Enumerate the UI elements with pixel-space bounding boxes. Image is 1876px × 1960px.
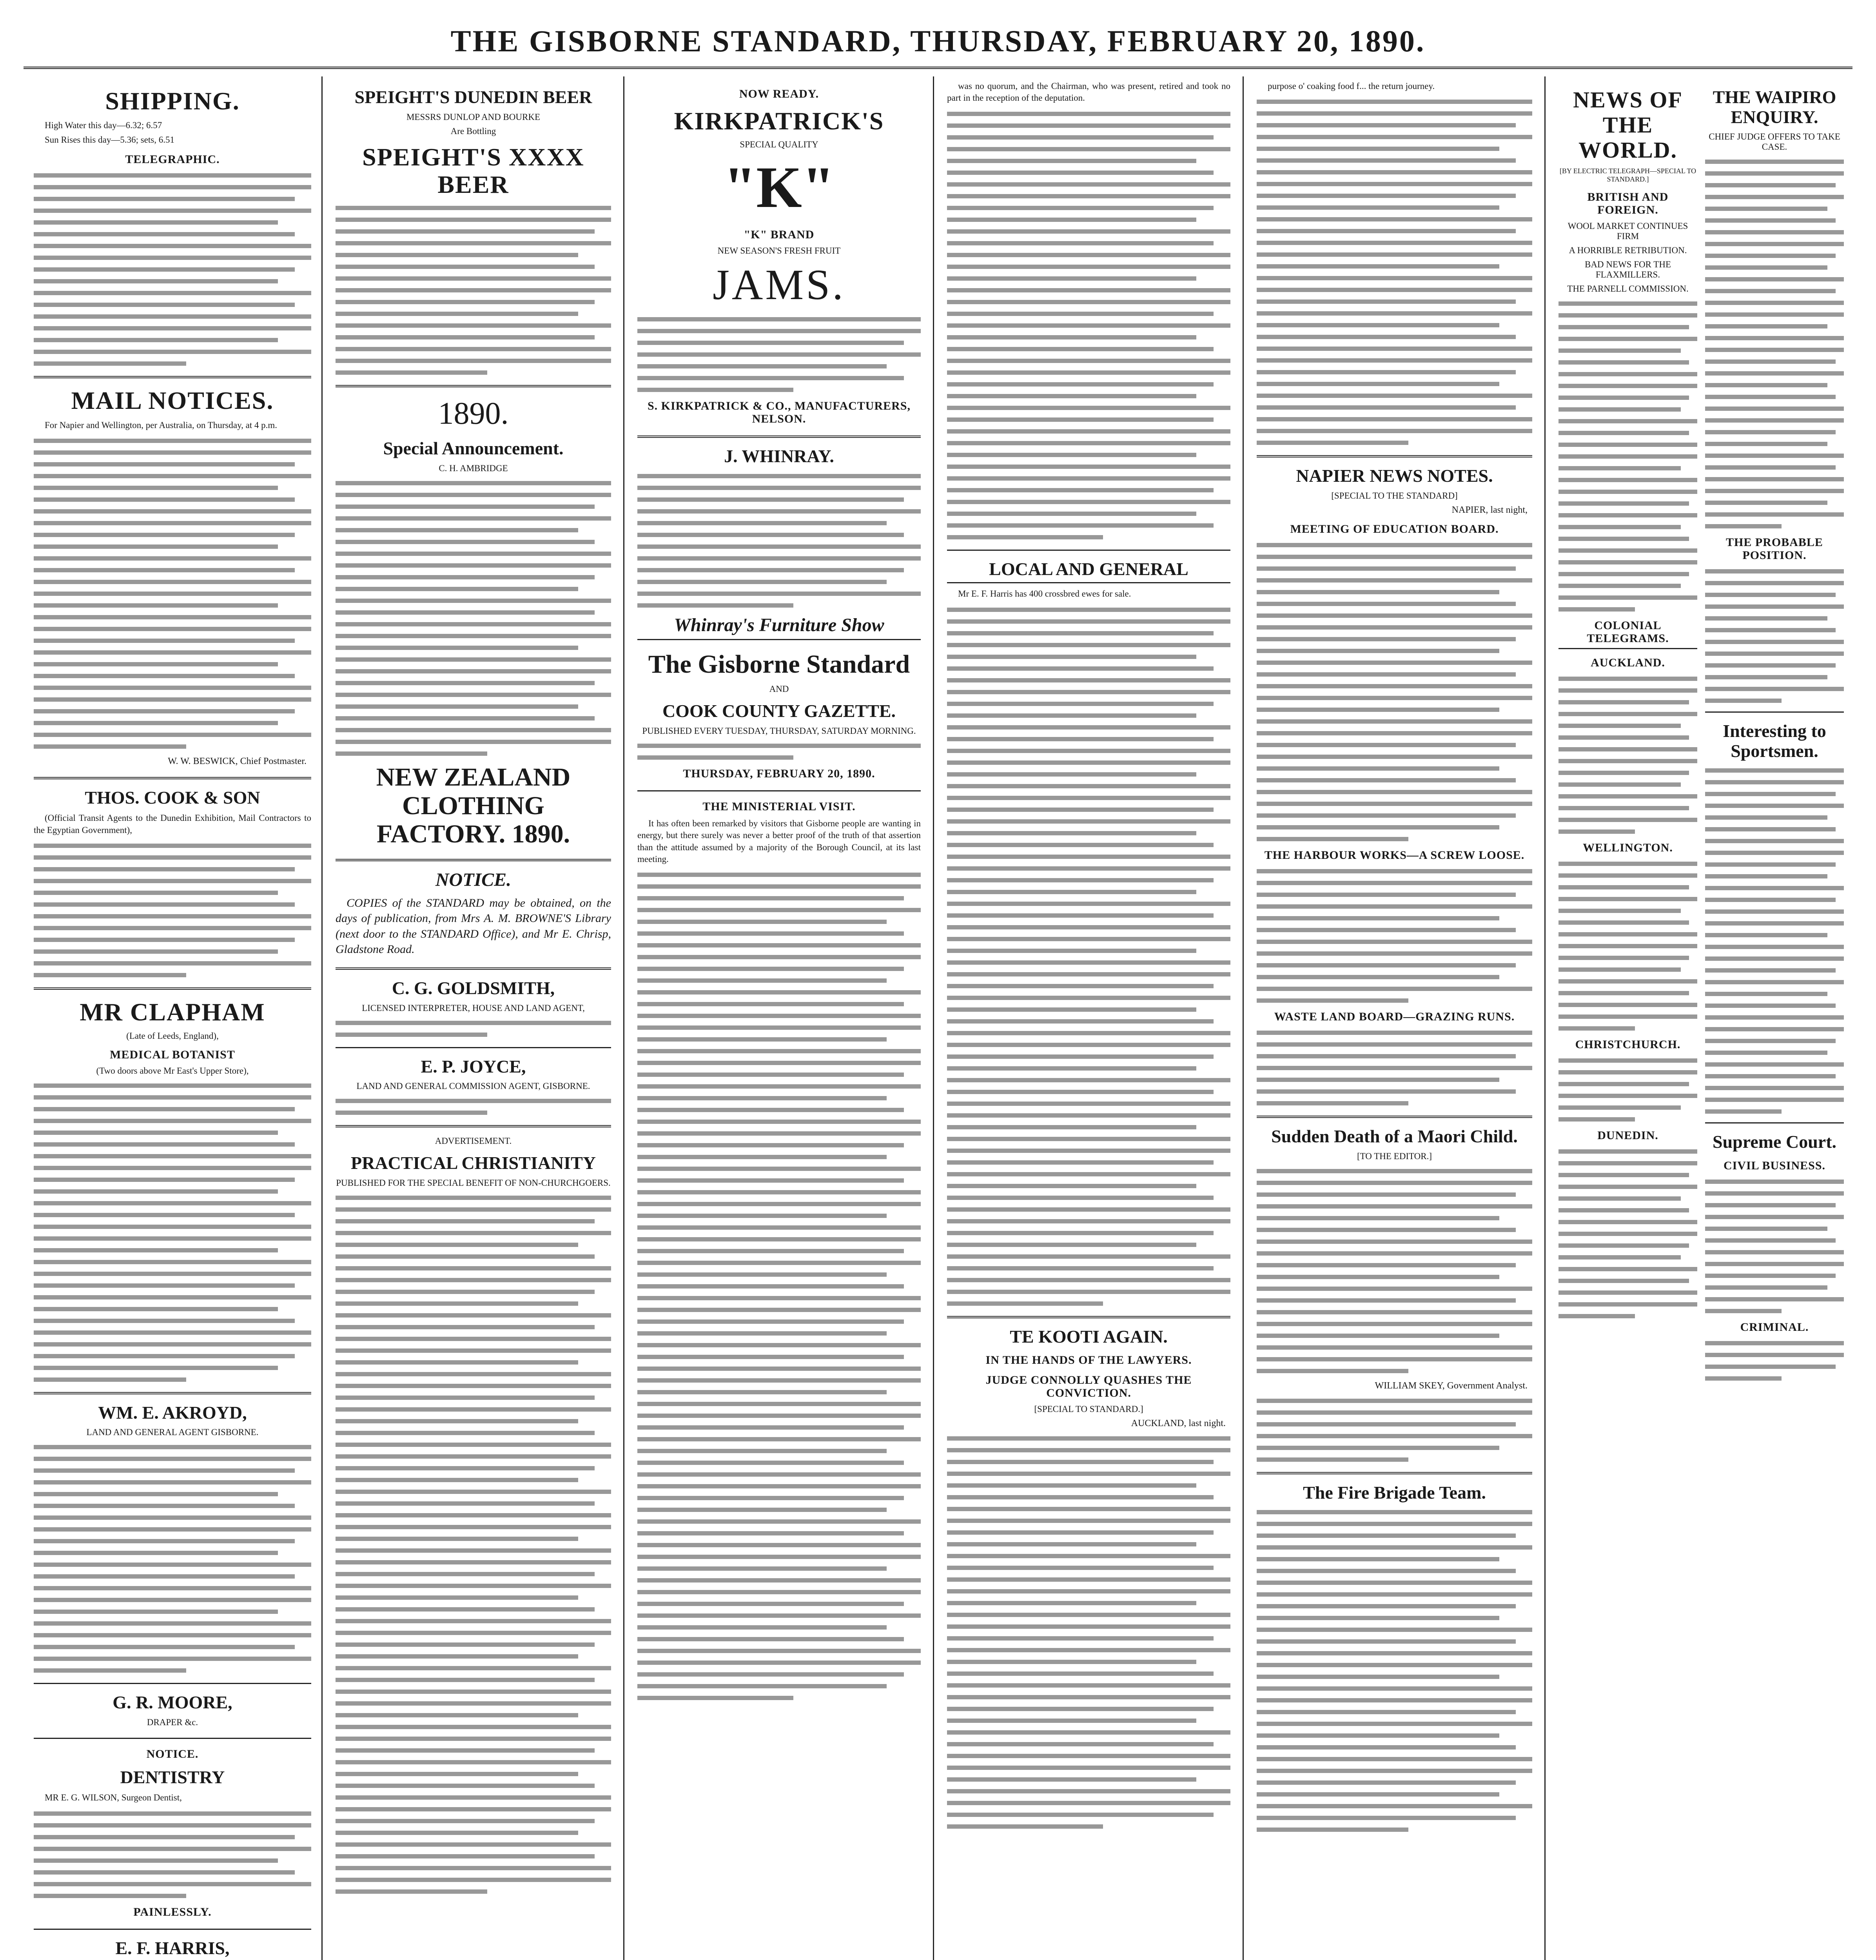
masthead (24, 16, 1852, 69)
christchurch-heading: CHRISTCHURCH. (1575, 1038, 1681, 1051)
te-kooti-continued-text (1257, 100, 1532, 445)
parnell-heading: THE PARNELL COMMISSION. (1567, 284, 1689, 294)
moore-heading: G. R. MOORE, (112, 1692, 232, 1713)
dentistry-body-text (34, 1811, 311, 1898)
whinray-advert (637, 446, 921, 640)
auckland-heading: AUCKLAND. (1591, 656, 1665, 670)
flaxmillers-heading: BAD NEWS FOR THE FLAXMILLERS. (1584, 260, 1671, 280)
column-rule (1544, 76, 1546, 1960)
divider (637, 436, 921, 438)
divider (34, 1683, 311, 1684)
shipping-section (34, 87, 311, 366)
local-and-general-heading: LOCAL AND GENERAL (947, 559, 1230, 584)
medical-botanist-heading: MEDICAL BOTANIST (110, 1048, 235, 1061)
waipiro-subcolumn (1705, 80, 1844, 1388)
local-and-general-body-text (947, 608, 1230, 1306)
notice-text: COPIES of the STANDARD may be obtained, on the days of publication, from Mrs A. M. BROWNE'S Library (next door to the STANDARD Office), and Mr E. Chrisp, Gladstone Road. (336, 896, 611, 956)
k-brand-label: "K" BRAND (744, 228, 815, 241)
harbour-works-heading: THE HARBOUR WORKS—A SCREW LOOSE. (1264, 848, 1525, 862)
notice-heading: NOTICE. (146, 1747, 199, 1760)
te-kooti-article (947, 1327, 1230, 1829)
divider (1257, 1116, 1532, 1118)
column-rule (623, 76, 624, 1960)
paper-and: AND (769, 684, 789, 694)
column-3 (627, 76, 931, 1960)
waipiro-heading: THE WAIPIRO ENQUIRY. (1713, 87, 1836, 127)
harris-heading: E. F. HARRIS, (115, 1938, 230, 1958)
maori-child-body-text (1257, 1169, 1532, 1373)
harbour-works-body-text (1257, 869, 1532, 1003)
divider (34, 987, 311, 990)
clapham-advert (34, 998, 311, 1381)
special-announcement-heading: Special Announcement. (383, 438, 564, 459)
waste-land-board-body-text (1257, 1031, 1532, 1105)
practical-christianity-heading: PRACTICAL CHRISTIANITY (351, 1153, 596, 1173)
mail-notices-heading: MAIL NOTICES. (71, 387, 274, 415)
column-1 (24, 76, 321, 1960)
whinray-body-text (637, 474, 921, 608)
special-announcement-body-text (336, 481, 611, 756)
divider (1705, 711, 1844, 713)
clapham-address: (Two doors above Mr East's Upper Store), (96, 1065, 249, 1076)
akroyd-heading: WM. E. AKROYD, (98, 1402, 247, 1423)
divider (1705, 1122, 1844, 1123)
special-quality-label: SPECIAL QUALITY (740, 140, 818, 150)
moore-advert (34, 1693, 311, 1728)
divider (34, 777, 311, 779)
column-4-lead: was no quorum, and the Chairman, who was present, retired and took no part in the reception of the deputation. (947, 81, 1230, 103)
napier-news-section (1257, 466, 1532, 1105)
wellington-body-text (1558, 862, 1697, 1031)
whinray-heading: J. WHINRAY. (724, 446, 834, 466)
waste-land-board-heading: WASTE LAND BOARD—GRAZING RUNS. (1274, 1010, 1515, 1023)
joyce-advert (336, 1057, 611, 1115)
te-kooti-heading: TE KOOTI AGAIN. (1010, 1326, 1168, 1347)
akroyd-body-text (34, 1445, 311, 1673)
maori-child-letter-text (1257, 1399, 1532, 1462)
column-5-lead: purpose o' coaking food f... the return journey. (1268, 81, 1435, 91)
year-heading: 1890. (438, 396, 509, 431)
practical-christianity-subheading: PUBLISHED FOR THE SPECIAL BENEFIT OF NON-CHURCHGOERS. (336, 1178, 611, 1188)
goldsmith-subheading: LICENSED INTERPRETER, HOUSE AND LAND AGENT, (362, 1003, 585, 1013)
column-2 (325, 76, 621, 1960)
criminal-heading: CRIMINAL. (1740, 1320, 1809, 1334)
harris-advert (34, 1938, 311, 1960)
te-kooti-body-text (947, 1436, 1230, 1829)
joyce-heading: E. P. JOYCE, (421, 1056, 526, 1076)
napier-news-dateline: NAPIER, last night, (1451, 505, 1528, 515)
shipping-body-text (34, 173, 311, 366)
ministerial-visit-continued (947, 80, 1230, 539)
kirkpatrick-body-text (637, 317, 921, 392)
sportsmen-heading: Interesting to Sportsmen. (1723, 721, 1826, 761)
civil-business-body-text (1705, 1180, 1844, 1313)
advertisement-label: ADVERTISEMENT. (435, 1136, 512, 1146)
british-foreign-heading: BRITISH AND FOREIGN. (1587, 191, 1669, 217)
paper-nameplate (637, 650, 921, 780)
te-kooti-continued (1257, 80, 1532, 445)
maori-child-article (1257, 1127, 1532, 1462)
paper-name: The Gisborne Standard (648, 650, 910, 679)
clapham-heading: MR CLAPHAM (80, 998, 265, 1026)
divider (34, 1738, 311, 1739)
fire-brigade-body-text (1257, 1510, 1532, 1832)
mail-notices-signoff: W. W. BESWICK, Chief Postmaster. (168, 756, 307, 766)
dentistry-heading: DENTISTRY (120, 1767, 225, 1787)
nameplate-motto-text (637, 744, 921, 760)
fresh-fruit-label: NEW SEASON'S FRESH FRUIT (717, 246, 841, 256)
colonial-telegrams-heading: COLONIAL TELEGRAMS. (1558, 619, 1697, 649)
speight-bottlers: MESSRS DUNLOP AND BOURKE (406, 112, 540, 122)
moore-subheading: DRAPER &c. (147, 1717, 198, 1727)
column-6 (1548, 76, 1854, 1960)
goldsmith-advert (336, 978, 611, 1037)
notice-heading: NOTICE. (435, 869, 512, 890)
waipiro-body-text (1705, 160, 1844, 528)
sportsmen-body-text (1705, 768, 1844, 1114)
retribution-heading: A HORRIBLE RETRIBUTION. (1569, 245, 1687, 256)
divider (336, 967, 611, 970)
divider (1257, 455, 1532, 457)
ministerial-visit-continued-text (947, 112, 1230, 539)
column-rule (933, 76, 934, 1960)
conviction-dateline: AUCKLAND, last night. (1131, 1418, 1226, 1429)
maori-child-source: [TO THE EDITOR.] (1357, 1151, 1432, 1161)
goldsmith-body-text (336, 1021, 611, 1037)
world-news-body-text (1558, 301, 1697, 612)
masthead-title: THE GISBORNE STANDARD, THURSDAY, FEBRUARY 20, 1890. (450, 24, 1426, 58)
painlessly-note: PAINLESSLY. (133, 1905, 212, 1918)
wool-market-heading: WOOL MARKET CONTINUES FIRM (1568, 221, 1688, 241)
cook-heading: THOS. COOK & SON (85, 787, 260, 808)
lawyers-subheading: IN THE HANDS OF THE LAWYERS. (985, 1354, 1192, 1367)
k-brand-mark: "K" (723, 155, 835, 220)
conviction-source: [SPECIAL TO STANDARD.] (1034, 1404, 1143, 1414)
supreme-court-heading: Supreme Court. (1712, 1132, 1837, 1152)
fire-brigade-article (1257, 1483, 1532, 1832)
civil-business-heading: CIVIL BUSINESS. (1723, 1159, 1826, 1172)
joyce-body-text (336, 1099, 611, 1115)
speight-advert (336, 87, 611, 375)
goldsmith-heading: C. G. GOLDSMITH, (392, 978, 555, 998)
probable-position-body-text (1705, 569, 1844, 703)
practical-christianity-article (336, 1136, 611, 1894)
speight-heading: SPEIGHT'S DUNEDIN BEER (354, 87, 592, 107)
cook-line: (Official Transit Agents to the Dunedin Exhibition, Mail Contractors to the Egyptian Government), (34, 813, 311, 835)
furniture-show-heading: Whinray's Furniture Show (637, 615, 921, 640)
mail-notices-body-text (34, 439, 311, 749)
ministerial-visit-lead: It has often been remarked by visitors that Gisborne people are wanting in energy, but there surely was never a better proof of the truth of that assertion than the attitude assumed by a majority of the Borough Council, at its last meeting. (637, 818, 921, 864)
conviction-subheading: JUDGE CONNOLLY QUASHES THE CONVICTION. (985, 1374, 1192, 1400)
clapham-subheading: (Late of Leeds, England), (126, 1031, 219, 1041)
shipping-heading: SHIPPING. (105, 87, 240, 115)
column-rule (321, 76, 323, 1960)
maori-child-heading: Sudden Death of a Maori Child. (1271, 1126, 1518, 1146)
news-of-world-heading: NEWS OF THE WORLD. (1573, 87, 1683, 163)
napier-news-source: [SPECIAL TO THE STANDARD] (1331, 490, 1458, 501)
local-and-general-lead: Mr E. F. Harris has 400 crossbred ewes for sale. (958, 589, 1131, 599)
divider (34, 1929, 311, 1930)
cook-county-gazette: COOK COUNTY GAZETTE. (662, 701, 896, 721)
high-water-line: High Water this day—6.32; 6.57 (45, 120, 162, 131)
criminal-body-text (1705, 1341, 1844, 1381)
joyce-subheading: LAND AND GENERAL COMMISSION AGENT, GISBORNE. (356, 1081, 590, 1091)
column-rule (1243, 76, 1244, 1960)
napier-news-heading: NAPIER NEWS NOTES. (1296, 466, 1493, 486)
clothing-factory-heading: NEW ZEALAND CLOTHING FACTORY. 1890. (376, 762, 571, 849)
akroyd-subheading: LAND AND GENERAL AGENT GISBORNE. (86, 1427, 259, 1437)
cook-advert (34, 788, 311, 977)
divider (336, 385, 611, 387)
ministerial-visit-body-text (637, 873, 921, 1700)
cook-body-text (34, 844, 311, 977)
wellington-heading: WELLINGTON. (1583, 841, 1673, 855)
telegraphic-heading: TELEGRAPHIC. (125, 153, 220, 166)
education-board-heading: MEETING OF EDUCATION BOARD. (1290, 522, 1499, 535)
issue-dateline: THURSDAY, FEBRUARY 20, 1890. (683, 767, 875, 780)
probable-position-heading: THE PROBABLE POSITION. (1726, 536, 1823, 562)
kirkpatrick-advert (637, 87, 921, 425)
kirkpatrick-manufacturer: S. KIRKPATRICK & CO., MANUFACTURERS, NELSON. (647, 399, 911, 426)
maori-child-signoff: WILLIAM SKEY, Government Analyst. (1375, 1380, 1528, 1391)
divider (947, 550, 1230, 551)
education-board-body-text (1257, 543, 1532, 841)
dentistry-line: MR E. G. WILSON, Surgeon Dentist, (45, 1793, 182, 1803)
speight-are-bottling: Are Bottling (450, 126, 496, 136)
divider (336, 1125, 611, 1127)
dentistry-advert (34, 1748, 311, 1918)
divider (336, 859, 611, 861)
divider (1257, 1472, 1532, 1474)
special-announcement-advert (336, 396, 611, 848)
local-and-general-section (947, 559, 1230, 1306)
ministerial-visit-heading: THE MINISTERIAL VISIT. (702, 800, 856, 813)
ambridge-name: C. H. AMBRIDGE (439, 463, 508, 473)
akroyd-advert (34, 1403, 311, 1673)
auckland-body-text (1558, 677, 1697, 834)
clapham-body-text (34, 1083, 311, 1382)
mail-notices-section (34, 387, 311, 767)
mail-notice-line: For Napier and Wellington, per Australia, on Thursday, at 4 p.m. (45, 420, 278, 430)
divider (947, 1316, 1230, 1318)
divider (34, 1392, 311, 1394)
world-news-subcolumn (1558, 80, 1697, 1388)
divider (34, 376, 311, 378)
sun-rises-line: Sun Rises this day—5.36; sets, 6.51 (45, 134, 174, 145)
kirkpatrick-heading: KIRKPATRICK'S (674, 107, 884, 135)
column-6-split (1558, 80, 1844, 1388)
column-4 (937, 76, 1241, 1960)
divider (637, 790, 921, 791)
practical-christianity-body-text (336, 1196, 611, 1894)
waipiro-subheading: CHIEF JUDGE OFFERS TO TAKE CASE. (1709, 132, 1840, 152)
publication-schedule: PUBLISHED EVERY TUESDAY, THURSDAY, SATURDAY MORNING. (642, 726, 916, 736)
now-ready-heading: NOW READY. (739, 87, 819, 100)
jams-heading: JAMS. (713, 261, 845, 309)
dunedin-heading: DUNEDIN. (1597, 1129, 1658, 1142)
dunedin-body-text (1558, 1149, 1697, 1318)
fire-brigade-heading: The Fire Brigade Team. (1303, 1482, 1486, 1503)
news-of-world-source: [BY ELECTRIC TELEGRAPH—SPECIAL TO STANDARD.] (1559, 167, 1696, 183)
notice-advert (336, 870, 611, 957)
christchurch-body-text (1558, 1058, 1697, 1122)
speight-body-text (336, 206, 611, 375)
column-5 (1246, 76, 1542, 1960)
speight-xxxx-heading: SPEIGHT'S XXXX BEER (362, 143, 584, 198)
divider (336, 1047, 611, 1048)
ministerial-visit-article (637, 800, 921, 1700)
